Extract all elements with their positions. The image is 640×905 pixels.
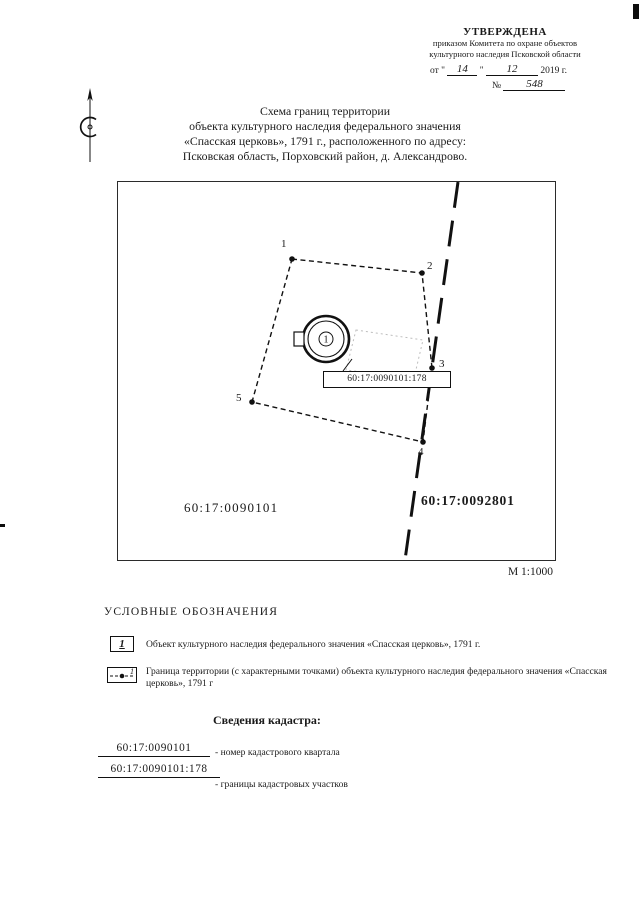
boundary-point-4 [420,439,426,445]
object-legend-symbol-number: 1 [119,637,125,650]
approval-block [396,26,614,91]
cadastre-parcel-desc: - границы кадастровых участков [215,779,348,790]
callout-leader-line [343,359,352,371]
boundary-point-3 [429,365,435,371]
object-legend-symbol [110,636,134,652]
boundary-point-1 [289,256,295,262]
approval-day-value: 14 [447,63,477,76]
legend-heading: УСЛОВНЫЕ ОБОЗНАЧЕНИЯ [104,606,279,618]
document-title [125,104,525,164]
church-symbol [294,316,349,362]
scan-artifact [633,4,639,19]
approval-from-label: от " [430,66,446,76]
parcel-number-callout: 60:17:0090101:178 [323,371,451,388]
legend-item-object: Объект культурного наследия федерального значения «Спасская церковь», 1791 г. [146,639,481,650]
cadastral-quarter-left: 60:17:0090101 [184,500,279,515]
north-arrow-icon [78,88,102,166]
cadastre-heading: Сведения кадастра: [213,713,321,727]
approval-date-line [396,63,614,76]
church-object-number: 1 [323,334,329,346]
boundary-legend-symbol [107,667,137,683]
point-label-4: 4 [418,446,424,458]
boundary-point-2 [419,270,425,276]
legend-item-boundary: Граница территории (с характерными точками) объекта культурного наследия федерального значения «Спасская церковь», 1791 г [146,666,607,689]
approval-year: 2019 г. [540,66,567,76]
cadastre-quarter-desc: - номер кадастрового квартала [215,747,340,758]
approval-number-label: № [492,81,502,91]
point-label-3: 3 [439,358,445,370]
approval-number-value: 548 [503,78,565,91]
approval-month-value: 12 [486,63,538,76]
title-line-2: объекта культурного наследия федерального значения [189,119,461,133]
boundary-scheme-map [117,181,556,561]
point-label-5: 5 [236,392,242,404]
title-line-4: Псковская область, Порховский район, д. Александрово. [182,149,468,163]
approval-number-line [396,78,614,91]
boundary-point-5 [249,399,255,405]
title-line-1: Схема границ территории [259,104,391,118]
approval-line-2: культурного наследия Псковской области [429,48,581,59]
approval-title: УТВЕРЖДЕНА [463,26,547,38]
cadastre-parcel-number: 60:17:0090101:178 [98,763,220,778]
cadastral-quarter-right: 60:17:0092801 [421,493,515,508]
point-label-1: 1 [281,238,287,250]
map-scale: М 1:1000 [507,566,553,578]
title-line-3: «Спасская церковь», 1791 г., расположенного по адресу: [183,134,467,148]
scan-artifact [0,524,5,527]
approval-close-quote: " [479,66,484,76]
point-label-2: 2 [427,260,433,272]
approval-line-1: приказом Комитета по охране объектов [432,38,578,48]
boundary-legend-symbol-number: 1 [130,667,134,676]
cadastre-quarter-number: 60:17:0090101 [98,742,210,757]
